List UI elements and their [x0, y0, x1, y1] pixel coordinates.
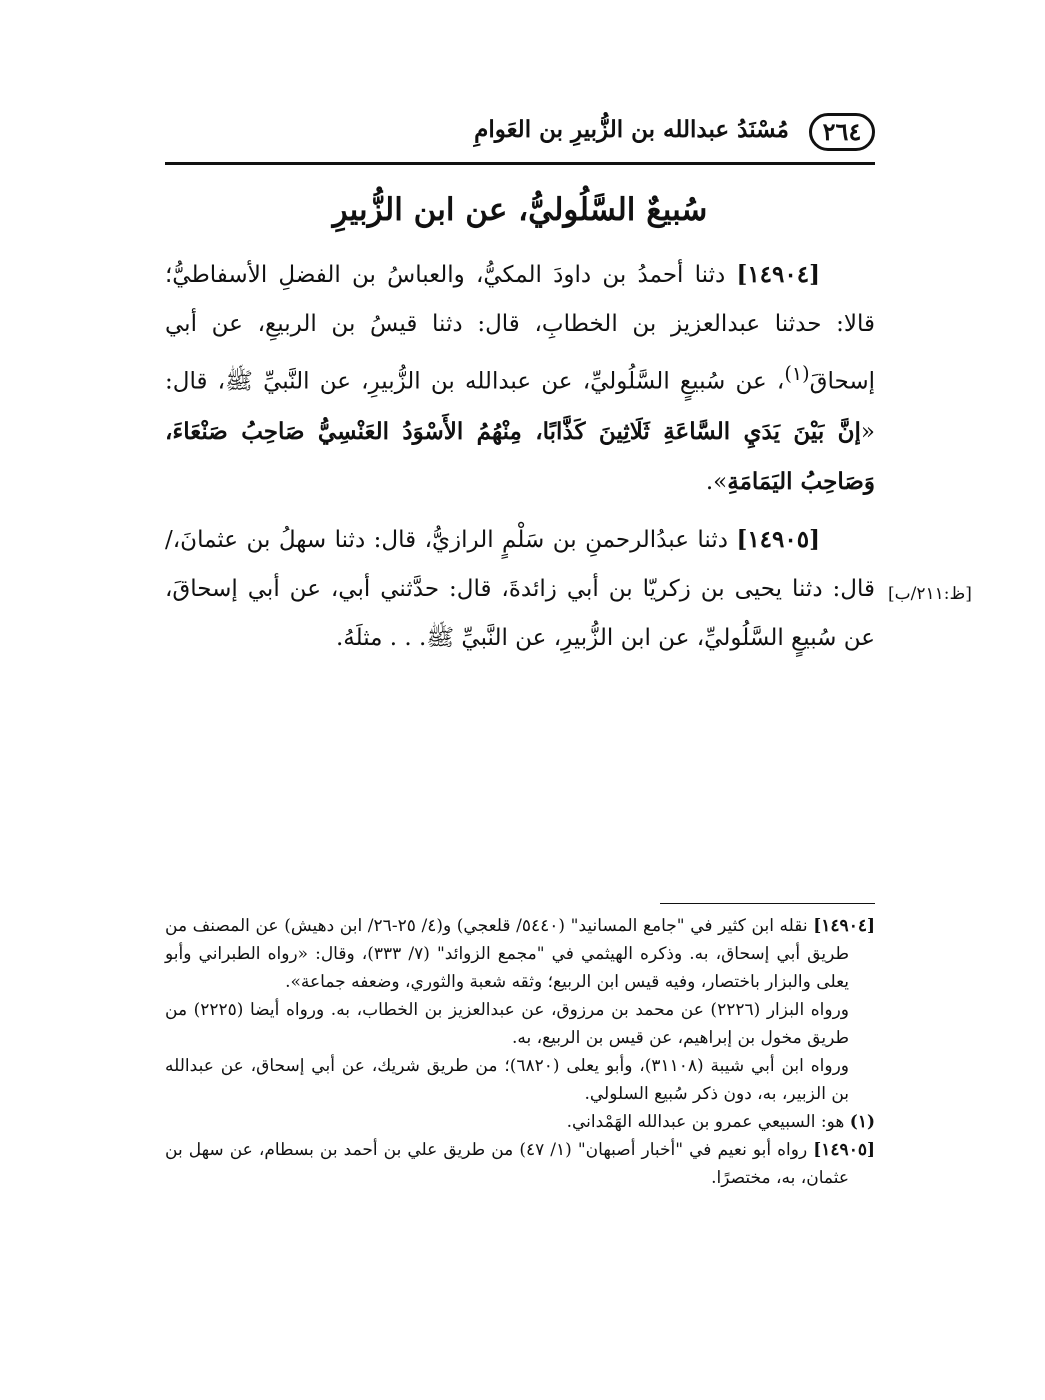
footnote	[165, 912, 875, 996]
footnote	[165, 1136, 875, 1192]
hadith-paragraph	[165, 250, 875, 507]
footnote-ref: [١٤٩٠٤]	[813, 916, 875, 936]
hadith-matn: إنَّ بَيْنَ يَدَيِ السَّاعَةِ ثَلَاثِينَ كَذَّابًا، مِنْهُمُ الأَسْوَدُ العَنْسِيُّ صَاحِبُ صَنْعَاءَ، وَصَاحِبُ اليَمَامَةِ	[165, 417, 875, 495]
footnote	[165, 1052, 875, 1108]
footnotes	[165, 912, 875, 1192]
isnad-text: دثنا عبدُالرحمنِ بن سَلْمٍ الرازيُّ، قال: دثنا سهلُ بن عثمانَ،/ قال: دثنا يحيى بن زكريّا بن أبي زائدةَ، قال: حدَّثني أبي، عن أبي إسحاقَ، عن سُبيعٍ السَّلُوليِّ، عن ابن الزُّبيرِ، عن النَّبيِّ ﷺ. . . مثلَهُ.	[165, 526, 875, 651]
main-text	[165, 250, 875, 671]
isnad-text-continued: ، عن سُبيعٍ السَّلُوليِّ، عن عبدالله بن الزُّبيرِ، عن النَّبيِّ ﷺ، قال: «	[165, 368, 875, 445]
footnote-text: نقله ابن كثير في "جامع المسانيد" (٥٤٤٠/ قلعجي) و(٤/ ٢٥-٢٦/ ابن دهيش) عن المصنف من طريق أبي إسحاق، به. وذكره الهيثمي في "مجمع الزوائد" (٧/ ٣٣٣)، وقال: «رواه الطبراني وأبو يعلى والبزار باختصار، وفيه قيس ابن الربيع؛ وثقه شعبة والثوري، وضعفه جماعة».	[165, 916, 849, 992]
closing-text: ».	[705, 468, 728, 495]
hadith-number: [١٤٩٠٤]	[736, 261, 820, 288]
header-rule	[165, 162, 875, 165]
footnote-ref: (١)	[849, 1112, 875, 1132]
footnote	[165, 1108, 875, 1136]
page-number: ٢٦٤	[809, 113, 875, 151]
footnote-text: رواه أبو نعيم في "أخبار أصبهان" (١/ ٤٧) من طريق علي بن أحمد بن بسطام، عن سهل بن عثمان، به، مختصرًا.	[165, 1140, 849, 1188]
footnote-text: ورواه ابن أبي شيبة (٣١١٠٨)، وأبو يعلى (٦٨٢٠)؛ من طريق شريك، عن أبي إسحاق، عن عبدالله بن الزبير، به، دون ذكر سُبيع السلولي.	[165, 1056, 849, 1104]
isnad-text: دثنا أحمدُ بن داودَ المكيُّ، والعباسُ بن الفضلِ الأسفاطيُّ؛ قالا: حدثنا عبدالعزيز بن الخطابِ، قال: دثنا قيسُ بن الربيعِ، عن أبي إسحاقَ	[165, 262, 875, 395]
manuscript-margin-note: [ظ:٢١١/ب]	[888, 584, 972, 604]
hadith-paragraph	[165, 515, 875, 663]
footnote-separator	[660, 903, 875, 904]
footnote-text: ورواه البزار (٢٢٢٦) عن محمد بن مرزوق، عن عبدالعزيز بن الخطاب، به. ورواه أيضا (٢٢٢٥) من طريق مخول بن إبراهيم، عن قيس بن الربيع، به.	[165, 1000, 849, 1048]
page-header	[165, 104, 875, 160]
footnote-ref: [١٤٩٠٥]	[813, 1140, 875, 1160]
section-title: سُبيعٌ السَّلُوليُّ، عن ابن الزُّبيرِ	[332, 192, 708, 228]
hadith-number: [١٤٩٠٥]	[736, 525, 820, 553]
footnote	[165, 996, 875, 1052]
footnote-mark: (١)	[784, 362, 810, 385]
running-title: مُسْنَدُ عبدالله بن الزُّبيرِ بن العَوامِ	[474, 116, 789, 143]
footnote-text: هو: السبيعي عمرو بن عبدالله الهَمْداني.	[566, 1112, 850, 1132]
